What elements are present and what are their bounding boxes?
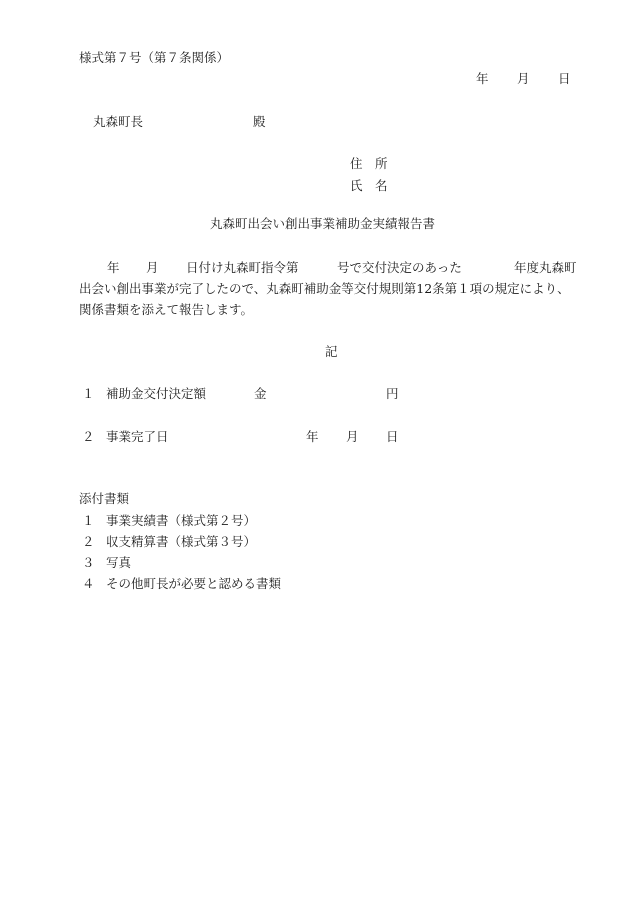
body-decision-text: 号で交付決定のあった	[337, 260, 462, 275]
addressee-name: 丸森町長	[93, 114, 144, 129]
name-label: 氏 名	[350, 178, 388, 193]
item-2-day: 日	[386, 429, 399, 444]
item-1-suffix: 円	[386, 386, 399, 401]
attachment-4-text: その他町長が必要と認める書類	[106, 576, 282, 591]
item-1-prefix: 金	[254, 386, 267, 401]
attachment-3-text: 写真	[106, 555, 132, 570]
attachments-heading: 添付書類	[79, 491, 130, 506]
attachment-1-text: 事業実績書（様式第２号）	[106, 513, 257, 528]
attachment-2-text: 収支精算書（様式第３号）	[106, 534, 257, 549]
date-year-label: 年	[476, 71, 489, 86]
item-2-number: ２	[82, 429, 95, 444]
date-day-label: 日	[558, 71, 571, 86]
body-month: 月	[146, 260, 159, 275]
item-2-year: 年	[306, 429, 319, 444]
body-year: 年	[107, 260, 120, 275]
body-line-3: 関係書類を添えて報告します。	[79, 302, 254, 317]
item-1-label: 補助金交付決定額	[106, 386, 207, 401]
addressee-honorific: 殿	[253, 114, 266, 129]
address-label: 住 所	[350, 156, 388, 171]
attachment-2-number: ２	[82, 534, 95, 549]
item-2-month: 月	[346, 429, 359, 444]
item-2-label: 事業完了日	[106, 429, 169, 444]
body-fiscal-year-text: 年度丸森町	[514, 260, 577, 275]
ki-mark: 記	[325, 344, 338, 359]
body-line-2: 出会い創出事業が完了したので、丸森町補助金等交付規則第12条第１項の規定により、	[79, 281, 570, 296]
document-title: 丸森町出会い創出事業補助金実績報告書	[210, 216, 436, 231]
date-month-label: 月	[517, 71, 530, 86]
attachment-1-number: １	[82, 513, 95, 528]
body-directive-text: 日付け丸森町指令第	[186, 260, 299, 275]
attachment-4-number: ４	[82, 576, 95, 591]
item-1-number: １	[82, 386, 95, 401]
attachment-3-number: ３	[82, 555, 95, 570]
form-number: 様式第７号（第７条関係）	[79, 50, 230, 65]
